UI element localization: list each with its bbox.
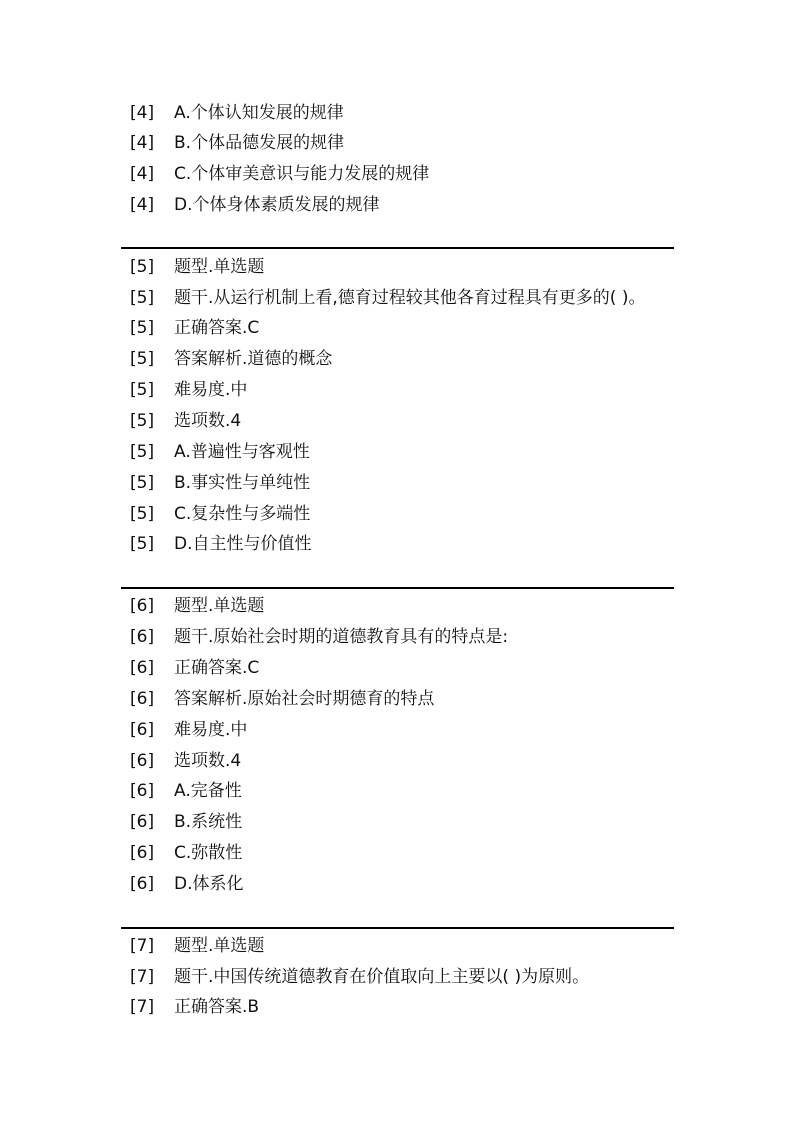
question-number: [5] [130,318,155,338]
question-number: [7] [130,967,155,987]
question-number: [5] [130,288,155,308]
correct-answer: 正确答案.C [174,318,260,338]
option-a: A.完备性 [174,781,242,801]
answer-analysis: 答案解析.原始社会时期德育的特点 [174,689,435,709]
question-number: [6] [130,843,155,863]
section-divider [121,927,674,929]
question-number: [7] [130,997,155,1017]
question-number: [7] [130,936,155,956]
option-count: 选项数.4 [174,411,242,431]
question-stem: 题干.原始社会时期的道德教育具有的特点是: [174,627,509,647]
question-number: [4] [130,195,155,215]
option-b: B.系统性 [174,812,243,832]
question-type: 题型.单选题 [174,257,265,277]
question-number: [5] [130,257,155,277]
correct-answer: 正确答案.B [174,997,260,1017]
question-number: [6] [130,627,155,647]
question-number: [5] [130,349,155,369]
section-divider [121,247,674,249]
option-b: B.个体品德发展的规律 [174,133,345,153]
option-c: C.个体审美意识与能力发展的规律 [174,164,430,184]
question-number: [5] [130,504,155,524]
question-number: [6] [130,720,155,740]
difficulty: 难易度.中 [174,720,248,740]
answer-analysis: 答案解析.道德的概念 [174,349,333,369]
question-number: [6] [130,658,155,678]
section-divider [121,587,674,589]
difficulty: 难易度.中 [174,380,248,400]
question-type: 题型.单选题 [174,936,265,956]
question-number: [6] [130,751,155,771]
option-d: D.自主性与价值性 [174,534,312,554]
correct-answer: 正确答案.C [174,658,260,678]
question-number: [5] [130,534,155,554]
question-number: [6] [130,874,155,894]
option-count: 选项数.4 [174,751,242,771]
question-number: [4] [130,164,155,184]
question-stem: 题干.中国传统道德教育在价值取向上主要以( )为原则。 [174,967,590,987]
question-number: [6] [130,781,155,801]
question-number: [4] [130,133,155,153]
question-stem: 题干.从运行机制上看,德育过程较其他各育过程具有更多的( )。 [174,288,646,308]
option-b: B.事实性与单纯性 [174,473,311,493]
question-number: [5] [130,473,155,493]
question-type: 题型.单选题 [174,596,265,616]
question-number: [5] [130,411,155,431]
question-number: [6] [130,596,155,616]
question-number: [5] [130,442,155,462]
option-a: A.普遍性与客观性 [174,442,310,462]
question-number: [6] [130,689,155,709]
option-d: D.体系化 [174,874,244,894]
question-number: [4] [130,103,155,123]
option-d: D.个体身体素质发展的规律 [174,195,380,215]
option-c: C.弥散性 [174,843,243,863]
question-number: [5] [130,380,155,400]
option-c: C.复杂性与多端性 [174,504,311,524]
question-number: [6] [130,812,155,832]
option-a: A.个体认知发展的规律 [174,103,344,123]
